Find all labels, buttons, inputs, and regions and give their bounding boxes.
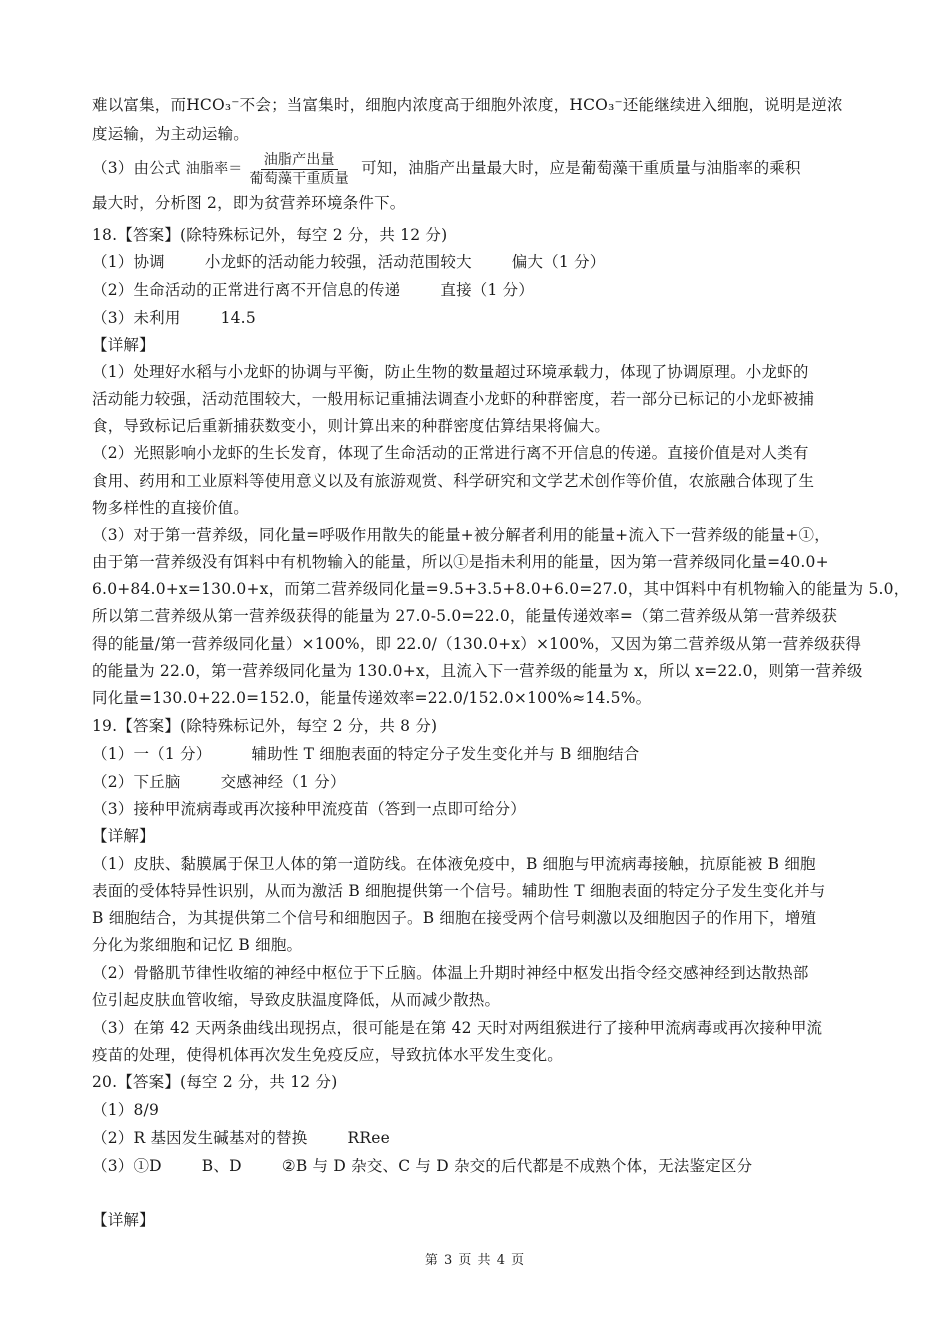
text-line: 由于第一营养级没有饵料中有机物输入的能量，所以①是指未利用的能量，因为第一营养级同化量=40.0+ <box>92 553 829 571</box>
text-line: （2）骨骼肌节律性收缩的神经中枢位于下丘脑。体温上升期时神经中枢发出指令经交感神经到达散热部 <box>92 964 809 982</box>
detail-heading: 【详解】 <box>92 827 155 845</box>
text-line: 活动能力较强，活动范围较大，一般用标记重捕法调查小龙虾的种群密度，若一部分已标记的小龙虾被捕 <box>92 390 815 408</box>
text-line: 分化为浆细胞和记忆 B 细胞。 <box>92 936 303 954</box>
formula-line <box>92 148 862 189</box>
answer-part: 交感神经（1 分） <box>220 773 346 791</box>
answer-line <box>92 1156 862 1176</box>
text-line: 度运输，为主动运输。 <box>92 125 250 143</box>
detail-heading: 【详解】 <box>92 1211 155 1229</box>
text-line: 食用、药用和工业原料等使用意义以及有旅游观赏、科学研究和文学艺术创作等价值，农旅融合体现了生 <box>92 472 815 490</box>
text-line: 6.0+84.0+x=130.0+x，而第二营养级同化量=9.5+3.5+8.0+6.0=27.0，其中饵料中有机物输入的能量为 5.0， <box>92 580 910 598</box>
formula-label: 油脂率＝ <box>185 161 243 177</box>
text-segment: （3）由公式 <box>92 159 181 177</box>
answer-part: （1）一（1 分） <box>92 745 212 763</box>
question-heading: 20.【答案】(每空 2 分，共 12 分) <box>92 1073 338 1091</box>
text-segment: 可知，油脂产出量最大时，应是葡萄藻干重质量与油脂率的乘积 <box>361 159 801 177</box>
text-line: 同化量=130.0+22.0=152.0，能量传递效率=22.0/152.0×100%≈14.5%。 <box>92 689 652 707</box>
text-line: 物多样性的直接价值。 <box>92 499 250 517</box>
answer-part: 偏大（1 分） <box>511 253 606 271</box>
text-line: 最大时，分析图 2，即为贫营养环境条件下。 <box>92 194 406 212</box>
text-line: 得的能量/第一营养级同化量）×100%，即 22.0/（130.0+x）×100%，又因为第二营养级从第一营养级获得 <box>92 635 862 653</box>
answer-part: 直接（1 分） <box>440 281 535 299</box>
answer-part: （2）下丘脑 <box>92 773 181 791</box>
answer-part: B、D <box>201 1157 242 1175</box>
answer-line <box>92 744 862 764</box>
answer-part: RRee <box>347 1129 390 1147</box>
answer-part: ②B 与 D 杂交、C 与 D 杂交的后代都是不成熟个体，无法鉴定区分 <box>281 1157 753 1175</box>
text-line: 位引起皮肤血管收缩，导致皮肤温度降低，从而减少散热。 <box>92 991 501 1009</box>
fraction-numerator: 油脂产出量 <box>261 151 338 170</box>
page-footer: 第 3 页 共 4 页 <box>424 1253 526 1268</box>
answer-part: （1）协调 <box>92 253 165 271</box>
text-line: 难以富集，而HCO₃⁻不会；当富集时，细胞内浓度高于细胞外浓度，HCO₃⁻还能继续进入细胞，说明是逆浓 <box>92 96 843 114</box>
detail-heading: 【详解】 <box>92 336 155 354</box>
answer-part: 辅助性 T 细胞表面的特定分子发生变化并与 B 细胞结合 <box>251 745 640 763</box>
text-line: （2）光照影响小龙虾的生长发育，体现了生命活动的正常进行离不开信息的传递。直接价值是对人类有 <box>92 444 809 462</box>
fraction-denominator: 葡萄藻干重质量 <box>249 170 349 187</box>
fraction <box>247 151 352 188</box>
answer-line: （3）接种甲流病毒或再次接种甲流疫苗（答到一点即可给分） <box>92 800 526 818</box>
text-line: （3）在第 42 天两条曲线出现拐点，很可能是在第 42 天时对两组猴进行了接种甲流病毒或再次接种甲流 <box>92 1019 823 1037</box>
text-line: 食，导致标记后重新捕获数变小，则计算出来的种群密度估算结果将偏大。 <box>92 417 611 435</box>
text-line: （1）处理好水稻与小龙虾的协调与平衡，防止生物的数量超过环境承载力，体现了协调原理。小龙虾的 <box>92 363 809 381</box>
question-heading: 18.【答案】(除特殊标记外，每空 2 分，共 12 分) <box>92 226 448 244</box>
answer-part: （2）R 基因发生碱基对的替换 <box>92 1129 308 1147</box>
text-line: 的能量为 22.0，第一营养级同化量为 130.0+x，且流入下一营养级的能量为 x，所以 x=22.0，则第一营养级 <box>92 662 863 680</box>
answer-part: （2）生命活动的正常进行离不开信息的传递 <box>92 281 401 299</box>
text-line: 所以第二营养级从第一营养级获得的能量为 27.0-5.0=22.0，能量传递效率=（第二营养级从第一营养级获 <box>92 607 838 625</box>
answer-line <box>92 772 862 792</box>
answer-line <box>92 1128 862 1148</box>
text-line: B 细胞结合，为其提供第二个信号和细胞因子。B 细胞在接受两个信号刺激以及细胞因子的作用下，增殖 <box>92 909 817 927</box>
answer-part: （3）①D <box>92 1157 162 1175</box>
text-line: （1）皮肤、黏膜属于保卫人体的第一道防线。在体液免疫中，B 细胞与甲流病毒接触，抗原能被 B 细胞 <box>92 855 816 873</box>
answer-line <box>92 280 862 300</box>
answer-part: （3）未利用 <box>92 309 181 327</box>
answer-part: 小龙虾的活动能力较强，活动范围较大 <box>204 253 472 271</box>
answer-part: 14.5 <box>220 309 256 327</box>
text-line: 表面的受体特异性识别，从而为激活 B 细胞提供第一个信号。辅助性 T 细胞表面的特定分子发生变化并与 <box>92 882 826 900</box>
question-heading: 19.【答案】(除特殊标记外，每空 2 分，共 8 分) <box>92 717 438 735</box>
text-line: 疫苗的处理，使得机体再次发生免疫反应，导致抗体水平发生变化。 <box>92 1046 564 1064</box>
answer-line <box>92 308 862 328</box>
answer-line: （1）8/9 <box>92 1101 160 1119</box>
text-line: （3）对于第一营养级，同化量=呼吸作用散失的能量+被分解者利用的能量+流入下一营养级的能量+①， <box>92 526 830 544</box>
answer-line <box>92 252 862 272</box>
